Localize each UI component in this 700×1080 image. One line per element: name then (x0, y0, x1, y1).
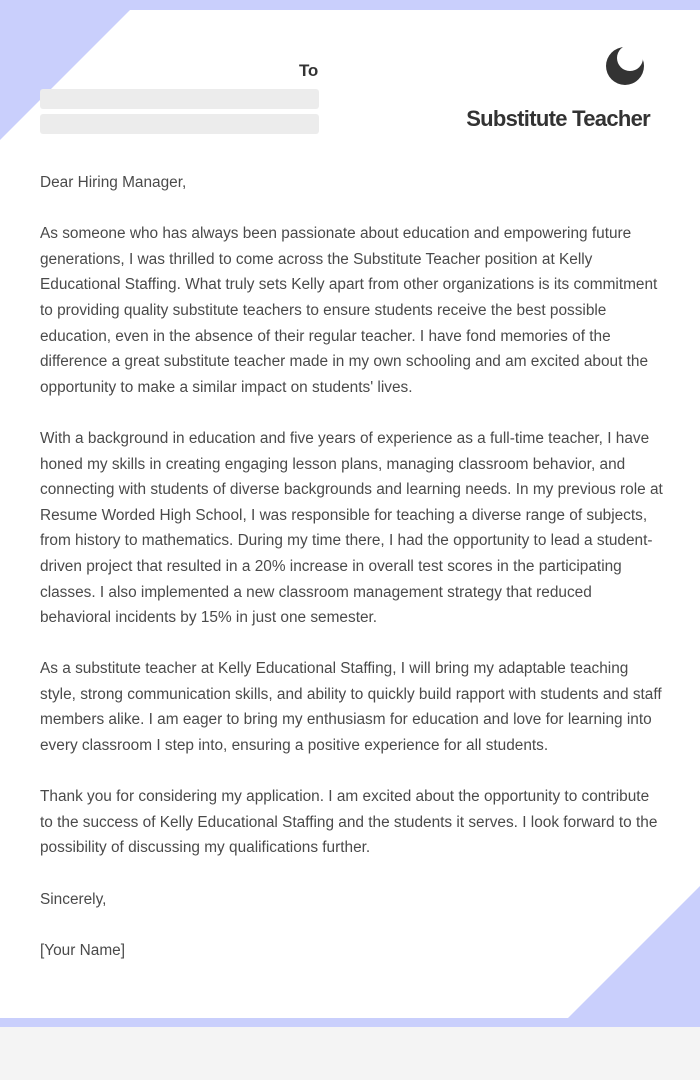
letter-body (40, 170, 665, 989)
letter-paragraph: With a background in education and five years of experience as a full-time teacher, I have honed my skills in creating engaging lesson plans, managing classroom behavior, and connecting with students of diverse backgrounds and learning needs. In my previous role at Resume Worded High School, I was responsible for teaching a diverse range of subjects, from history to mathematics. During my time there, I had the opportunity to lead a student-driven project that resulted in a 20% increase in overall test scores in the participating classes. I also implemented a new classroom management strategy that reduced behavioral incidents by 15% in just one semester. (40, 429, 663, 627)
cover-letter-page (0, 10, 700, 1018)
recipient-label: To (299, 61, 319, 80)
letter-paragraph: As someone who has always been passionate about education and empowering future generations, I was thrilled to come across the Substitute Teacher position at Kelly Educational Staffing. What truly sets Kelly apart from other organizations is its commitment to providing quality substitute teachers to ensure students receive the best possible education, even in the absence of their regular teacher. I have fond memories of the difference a great substitute teacher made in my own schooling and am excited about the opportunity to make a similar impact on students' lives. (40, 225, 658, 396)
letter-paragraph: Thank you for considering my application. I am excited about the opportunity to contribute to the success of Kelly Educational Staffing and the students it serves. I look forward to the possibility of discussing my qualifications further. (40, 788, 658, 857)
letter-greeting: Dear Hiring Manager, (40, 174, 187, 191)
letter-signature: [Your Name] (40, 941, 125, 959)
moon-icon (605, 46, 645, 86)
recipient-placeholder-line (40, 114, 319, 134)
job-title: Substitute Teacher (466, 106, 650, 131)
recipient-placeholder-line (40, 89, 319, 109)
letter-closing: Sincerely, (40, 890, 107, 908)
letter-paragraph: As a substitute teacher at Kelly Educational Staffing, I will bring my adaptable teaching style, strong communication skills, and ability to quickly build rapport with students and staff members alike. I am eager to bring my enthusiasm for education and love for learning into every classroom I step into, ensuring a positive experience for all students. (40, 660, 662, 755)
